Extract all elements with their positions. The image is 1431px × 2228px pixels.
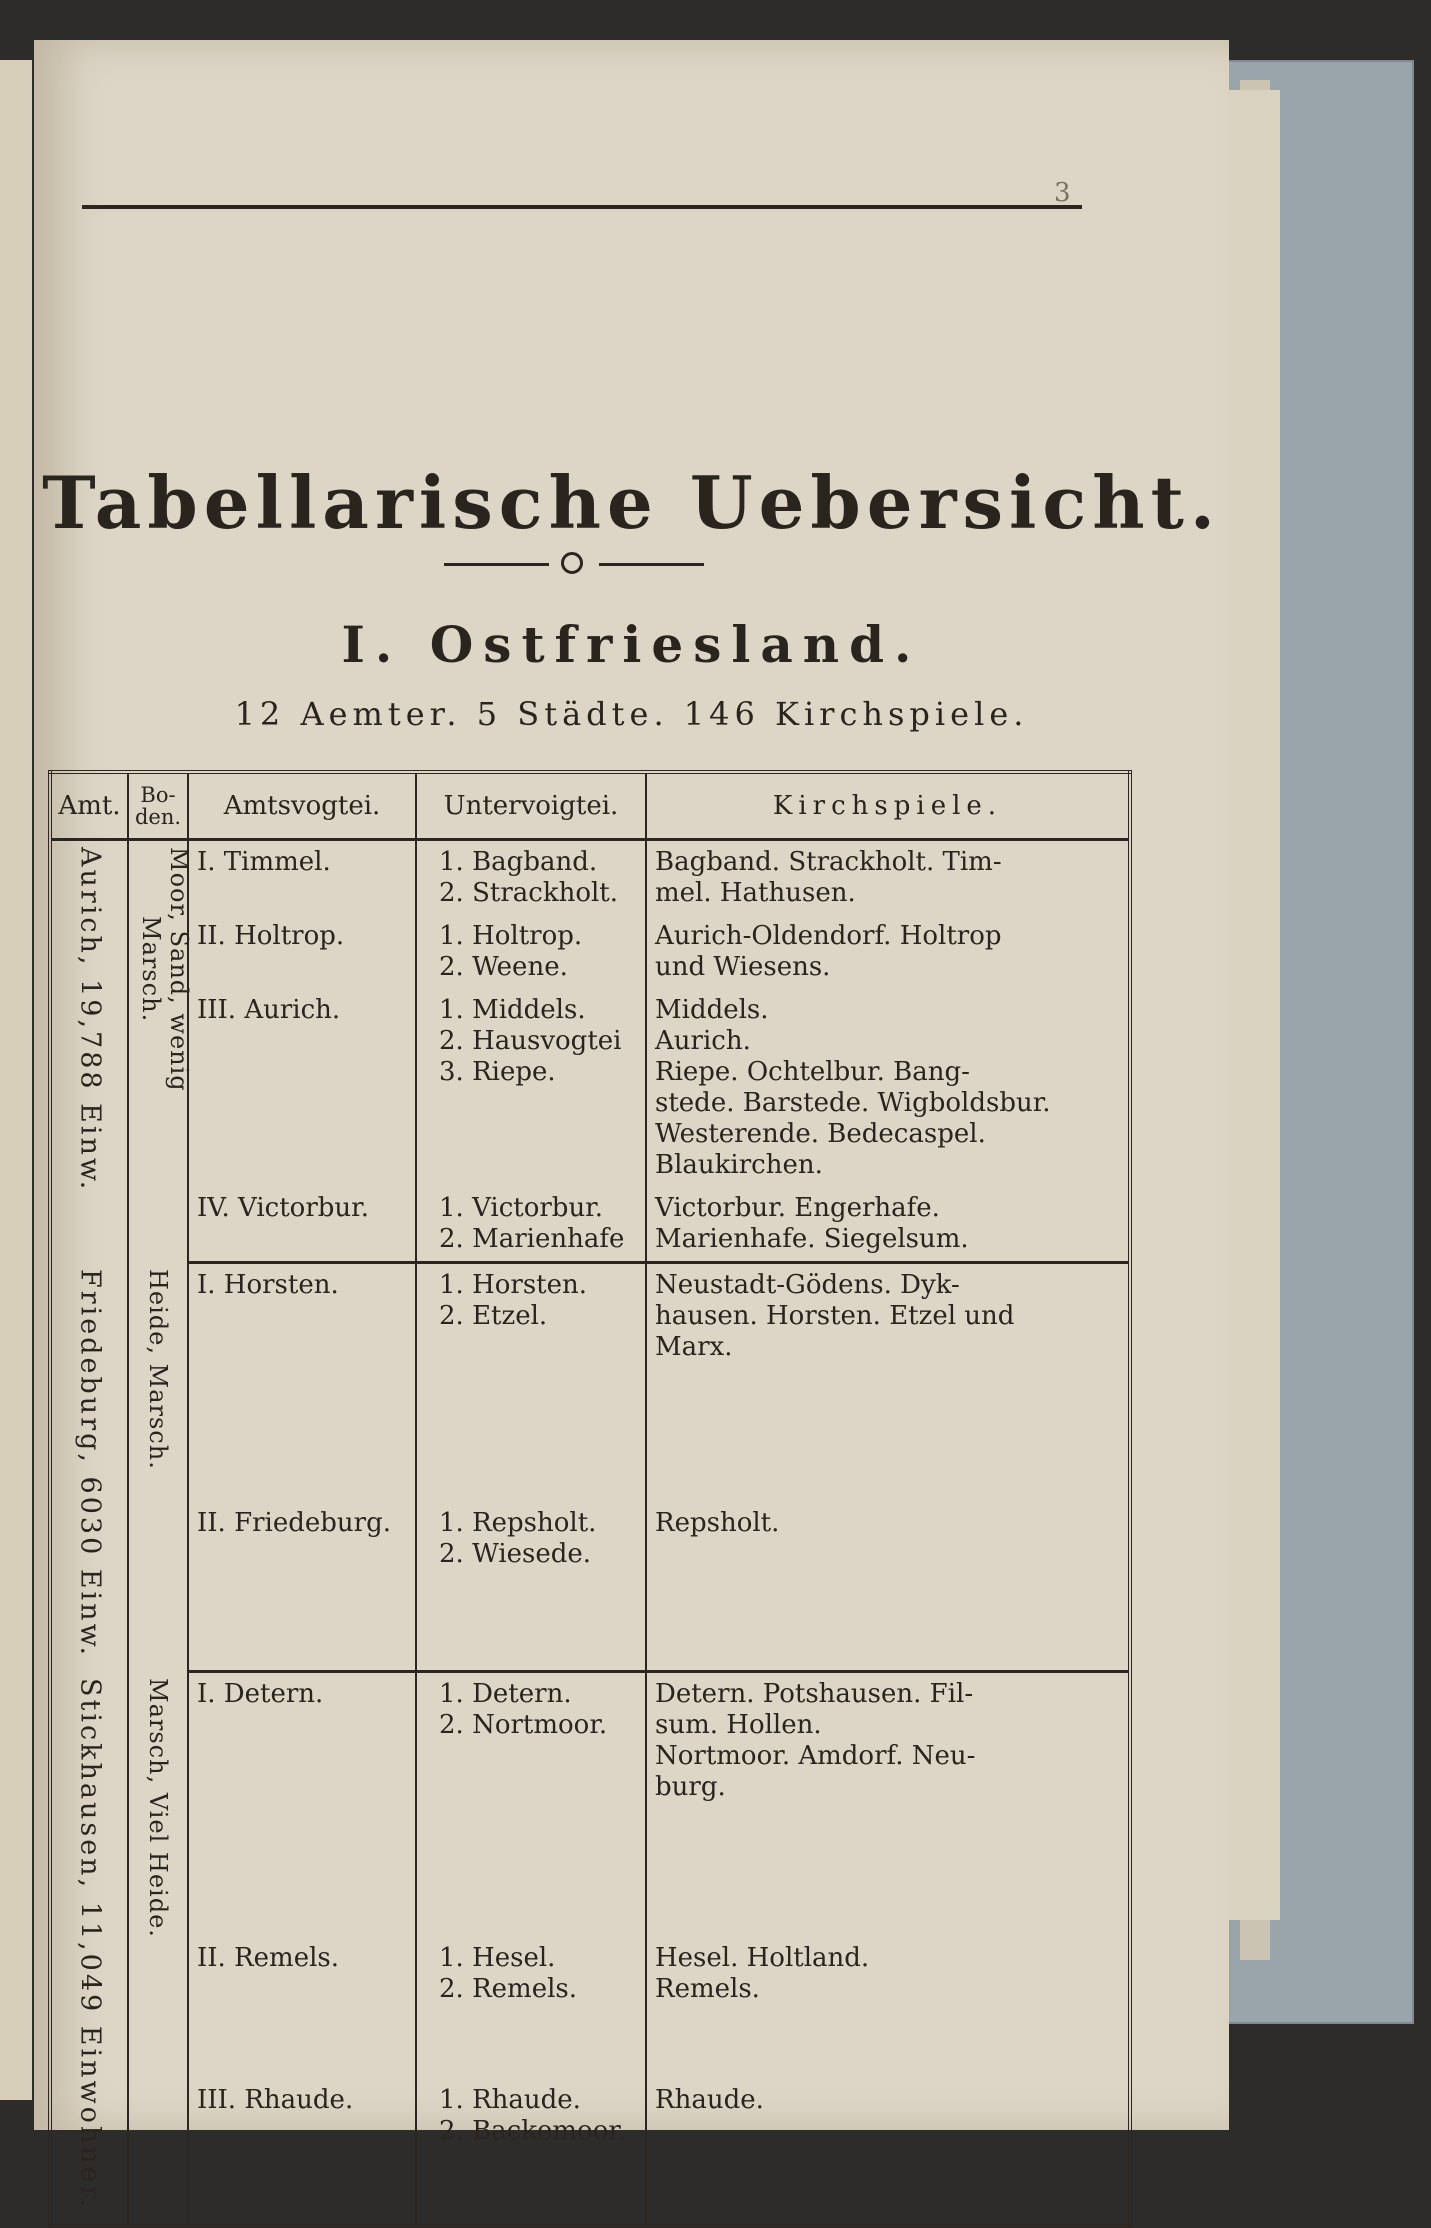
amt-cell [50,1263,128,1672]
amtsvogtei-name: II. Holtrop. [197,921,345,951]
table-row [50,1937,1130,2080]
untervogtei-item: 1. Hesel. [439,1942,556,1973]
header-rule [82,205,1082,209]
untervogtei-cell [416,1672,646,1937]
kirchspiel-line: Riepe. Ochtelbur. Bang- [655,1057,970,1087]
kirchspiel-line: Hesel. Holtland. [655,1942,870,1973]
amtsvogtei-cell [188,1263,416,1502]
table-row [50,989,1130,1187]
amtsvogtei-name: IV. Victorbur. [197,1193,369,1223]
untervogtei-item: 1. Bagband. [439,847,598,877]
header-untervogtei: Untervoigtei. [416,772,646,840]
kirchspiel-line: Aurich. [655,1026,751,1056]
kirchspiel-line: Victorbur. Engerhafe. [655,1193,940,1223]
amt-name: Aurich, 19,788 Einw. [74,847,106,1193]
kirchspiel-line: Rhaude. [655,2085,764,2116]
table-row [50,1187,1130,1263]
untervogtei-cell [416,2079,646,2226]
kirchspiel-line: Neustadt-Gödens. Dyk- [655,1270,960,1300]
untervogtei-item: 1. Victorbur. [439,1193,604,1223]
title-ornament [444,552,704,576]
kirchspiel-line: Blaukirchen. [655,1150,823,1180]
kirchspiele-cell [646,989,1130,1187]
summary-line: 12 Aemter. 5 Städte. 146 Kirchspiele. [234,695,1029,733]
table-row [50,2079,1130,2226]
untervogtei-cell [416,915,646,989]
kirchspiel-line: Westerende. Bedecaspel. [655,1119,986,1149]
untervogtei-item: 1. Rhaude. [439,2085,581,2116]
amtsvogtei-name: II. Remels. [197,1942,339,1973]
kirchspiele-cell [646,2079,1130,2226]
overview-table [48,770,1132,2228]
table-body [50,840,1130,2226]
amtsvogtei-cell [188,1502,416,1672]
amt-cell [50,840,128,1263]
boden-type: Marsch, Viel Heide. [144,1677,172,1938]
header-amt: Amt. [50,772,128,840]
kirchspiel-line: burg. [655,1772,726,1803]
kirchspiel-line: Marienhafe. Siegelsum. [655,1224,969,1254]
amtsvogtei-cell [188,989,416,1187]
untervogtei-item: 2. Backemoor. [439,2116,627,2147]
untervogtei-item: 1. Repsholt. [439,1507,597,1538]
table-row [50,915,1130,989]
untervogtei-item: 2. Weene. [439,952,568,982]
book-page [34,40,1229,2210]
page-number: 3 [1054,178,1071,208]
amtsvogtei-cell [188,1937,416,2080]
section-heading: I. Ostfriesland. [341,615,922,674]
boden-cell [128,1672,188,2226]
boden-type: Moor, Sand, wenig Marsch. [137,847,193,1092]
amtsvogtei-cell [188,1187,416,1263]
untervogtei-item: 1. Detern. [439,1679,572,1710]
untervogtei-item: 2. Marienhafe [439,1224,625,1254]
kirchspiele-cell [646,1937,1130,2080]
untervogtei-cell [416,1263,646,1502]
boden-type: Heide, Marsch. [144,1268,172,1470]
untervogtei-item: 2. Strackholt. [439,878,619,908]
untervogtei-cell [416,1502,646,1672]
kirchspiel-line: und Wiesens. [655,952,831,982]
header-kirchspiele: Kirchspiele. [646,772,1130,840]
table-header-row [50,772,1130,840]
untervogtei-item: 1. Horsten. [439,1270,588,1300]
amtsvogtei-cell [188,915,416,989]
untervogtei-item: 2. Hausvogtei [439,1026,622,1056]
amtsvogtei-name: II. Friedeburg. [197,1507,391,1538]
kirchspiele-cell [646,1672,1130,1937]
table-row [50,1672,1130,1937]
kirchspiel-line: hausen. Horsten. Etzel und [655,1301,1015,1331]
kirchspiele-cell [646,915,1130,989]
kirchspiel-line: Remels. [655,1973,760,2004]
page-title: Tabellarische Uebersicht. [42,460,1221,545]
kirchspiele-cell [646,1502,1130,1672]
kirchspiele-cell [646,1187,1130,1263]
kirchspiel-line: Nortmoor. Amdorf. Neu- [655,1741,976,1772]
kirchspiel-line: Bagband. Strackholt. Tim- [655,847,1002,877]
untervogtei-item: 2. Etzel. [439,1301,548,1331]
amtsvogtei-name: III. Aurich. [197,995,341,1025]
kirchspiele-cell [646,840,1130,916]
amtsvogtei-name: I. Timmel. [197,847,331,877]
kirchspiel-line: mel. Hathusen. [655,878,856,908]
kirchspiel-line: Repsholt. [655,1507,780,1538]
amt-name: Stickhausen, 11,049 Einwohner. [74,1677,106,2210]
untervogtei-item: 3. Riepe. [439,1057,556,1087]
amtsvogtei-name: I. Horsten. [197,1270,339,1300]
untervogtei-item: 1. Holtrop. [439,921,583,951]
kirchspiele-cell [646,1263,1130,1502]
boden-cell [128,1263,188,1672]
kirchspiel-line: Marx. [655,1332,733,1362]
kirchspiel-line: sum. Hollen. [655,1710,822,1741]
kirchspiel-line: Aurich-Oldendorf. Holtrop [655,921,1002,951]
untervogtei-cell [416,989,646,1187]
kirchspiel-line: Detern. Potshausen. Fil- [655,1679,974,1710]
header-boden: Bo- den. [128,772,188,840]
amtsvogtei-name: III. Rhaude. [197,2085,354,2116]
amtsvogtei-cell [188,1672,416,1937]
amt-cell [50,1672,128,2226]
untervogtei-item: 2. Nortmoor. [439,1710,608,1741]
kirchspiel-line: stede. Barstede. Wigboldsbur. [655,1088,1051,1118]
untervogtei-item: 2. Wiesede. [439,1538,592,1569]
untervogtei-cell [416,840,646,916]
amtsvogtei-cell [188,2079,416,2226]
facing-page-edge [0,60,32,2100]
kirchspiel-line: Middels. [655,995,769,1025]
amtsvogtei-cell [188,840,416,916]
table-row [50,840,1130,916]
amt-name: Friedeburg, 6030 Einw. [74,1268,106,1658]
amtsvogtei-name: I. Detern. [197,1679,324,1710]
page-stack-edge [1220,90,1280,1920]
table-row [50,1263,1130,1502]
boden-cell [128,840,193,1263]
untervogtei-cell [416,1937,646,2080]
table-row [50,1502,1130,1672]
untervogtei-item: 1. Middels. [439,995,586,1025]
header-amtsvogtei: Amtsvogtei. [188,772,416,840]
untervogtei-item: 2. Remels. [439,1973,577,2004]
untervogtei-cell [416,1187,646,1263]
